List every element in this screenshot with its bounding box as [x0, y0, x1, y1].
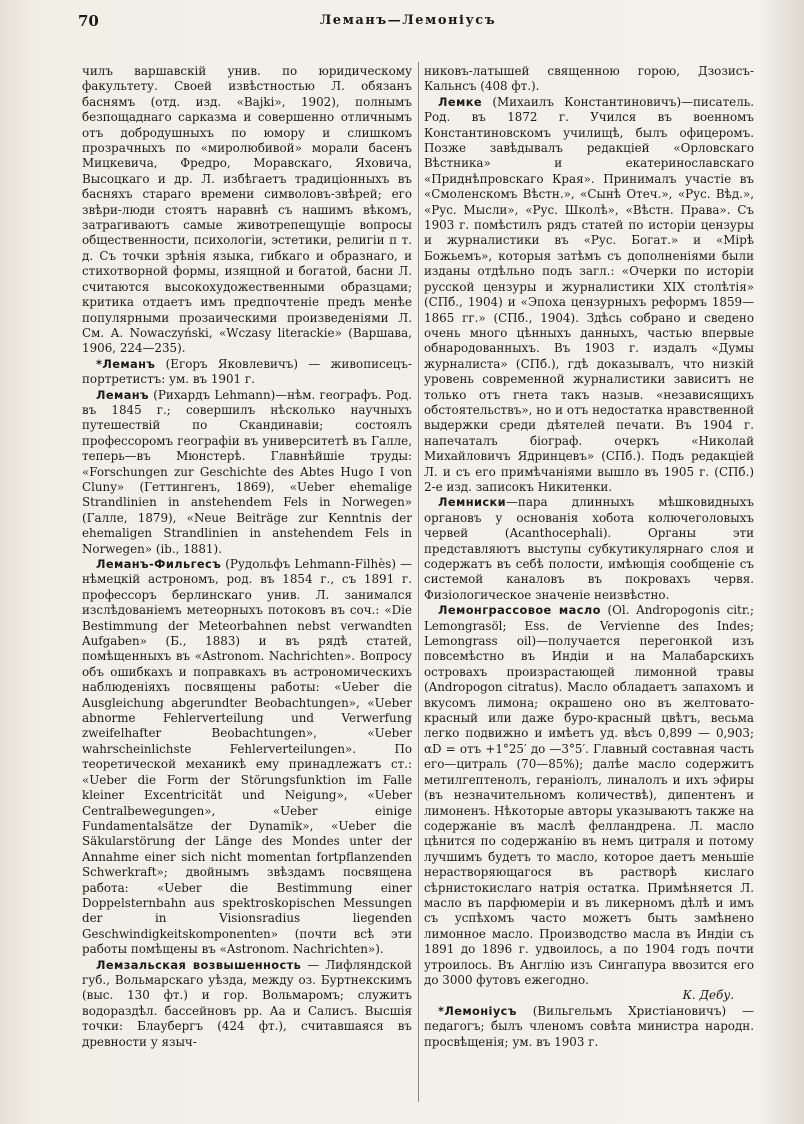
entry-text: — Лифляндской губ., Вольмарскаго уѣзда, между оз. Буртнекскимъ (выс. 130 фт.) и гор. Вольмаромъ; служитъ водораздѣл. бассейновъ рр. Аа и Салисъ. Высшія точки: Блаубергъ (424 фт.), считавшаяся въ древности у языч- [82, 957, 412, 1049]
running-head: Леманъ—Лемоніусъ [319, 13, 497, 28]
continued-paragraph: чилъ варшавскій унив. по юридическому факультету. Своей извѣстностью Л. обязанъ баснямъ (отд. изд. «Bajki», 1902), полнымъ безпощаднаго сарказма и совершенно отличнымъ отъ добродушныхъ по юмору и слишкомъ прозрачныхъ по «миролюбивой» морали басенъ Мицкевича, Фредро, Моравскаго, Яховича, Высоцкаго и др. Л. избѣгаетъ традиціонныхъ въ басняхъ стараго времени символовъ-звѣрей; его звѣри-люди стоятъ наравнѣ съ нашимъ вѣкомъ, затрагиваютъ самые животрепещущіе вопросы общественности, психологіи, эстетики, религіи п т. д. Съ точки зрѣнія языка, гибкаго и образнаго, и стихотворной формы, изящной и богатой, басни Л. считаются высокохудожественными образцами; критика отдаетъ имъ предпочтеніе предъ менѣе популярными прозаическими произведеніями Л. См. А. Nowaczyński, «Wczasy literackie» (Варшава, 1906, 224—235). [82, 64, 412, 356]
page-header [78, 6, 738, 36]
entry-text: (Вильгельмъ Христіановичъ) — педагогъ; былъ членомъ совѣта министра народн. просвѣщенія; ум. въ 1903 г. [424, 1003, 754, 1049]
author-signature: К. Дебу. [682, 988, 734, 1003]
right-column [424, 64, 754, 1104]
entry-lehman-richard [82, 388, 412, 557]
continued-paragraph: никовъ-латышей священною горою, Дзозисъ-Кальнсъ (408 фт.). [424, 64, 754, 94]
entry-headword: Лемниски [438, 495, 507, 510]
entry-text: (Рихардъ Lehmann)—нѣм. географъ. Род. въ 1845 г.; совершилъ нѣсколько научныхъ путешествій по Скандинавіи; состоялъ профессоромъ географіи въ университетѣ въ Галле, теперь—въ Мюнстерѣ. Главнѣйшіе труды: «Forschungen zur Geschichte des Abtes Hugo I von Cluny» (Геттингенъ, 1869), «Ueber ehemalige Strandlinien in anstehendem Fels in Norwegen» (Галле, 1879), «Neue Beiträge zur Kenntnis der ehemaligen Strandlinien in anstehendem Fels in Norwegen» (ib., 1881). [82, 387, 412, 556]
entry-headword: Леманъ-Фильгесъ [96, 557, 222, 571]
entry-lemke [424, 95, 754, 496]
entry-text: (Ol. Andropogonis citr.; Lemongrasöl; Ess. de Vervienne des Indes; Lemongrass oil)—получается перегонкой изъ повсемѣстно въ Индіи и на Малабарскихъ островахъ произрастающей лимонной травы (Andropogon citratus). Масло обладаетъ запахомъ и вкусомъ лимона; окрашено оно въ желтовато-красный или даже буро-красный цвѣтъ, весьма легко подвижно и имѣетъ уд. вѣсъ 0,899 — 0,903; αD = отъ +1°25′ до —3°5′. Главный составная часть его—цитраль (70—85%); далѣе масло содержитъ метилгептенолъ, гераніолъ, линалолъ и ихъ эфиры (въ незначительномъ количествѣ), дипентенъ и лимоненъ. Нѣкоторые авторы указываютъ также на содержаніе въ маслѣ фелландрена. Л. масло цѣнится по содержанію въ немъ цитраля и потому лучшимъ будетъ то масло, которое даетъ меньшіе нерастворяющагося въ растворѣ кислаго сѣрнистокислаго натрія остатка. Примѣняется Л. масло въ парфюмеріи и въ ликерномъ дѣлѣ и имъ съ успѣхомъ часто можетъ быть замѣнено лимонное масло. Производство масла въ Индіи съ 1891 до 1896 г. удвоилось, а по 1904 годъ почти утроилось. Въ Англію изъ Сингапура ввозится его до 3000 футовъ ежегодно. [424, 603, 754, 987]
entry-headword: Лемзальская возвышенность [96, 957, 302, 972]
entry-lehman-filhes [82, 557, 412, 958]
column-divider [418, 62, 419, 1102]
left-column [82, 64, 412, 1104]
entry-lemzal-upland [82, 958, 412, 1050]
entry-headword: *Леманъ [96, 356, 156, 371]
entry-lemnisci [424, 495, 754, 603]
entry-text: (Михаилъ Константиновичъ)—писатель. Род. въ 1872 г. Учился въ военномъ Константиновскомъ училищѣ, былъ офицеромъ. Позже завѣдывалъ редакціей «Орловскаго Вѣстника» и екатеринославскаго «Приднѣпровскаго Края». Принималъ участіе въ «Смоленскомъ Вѣстн.», «Сынѣ Отеч.», «Рус. Вѣд.», «Рус. Мысли», «Рус. Школѣ», «Вѣстн. Права». Съ 1903 г. помѣстилъ рядъ статей по исторіи цензуры и журналистики въ «Рус. Богат.» и «Мірѣ Божьемъ», которыя затѣмъ съ дополненіями были изданы отдѣльно подъ загл.: «Очерки по исторіи русской цензуры и журналистики XIX столѣтія» (СПб., 1904) и «Эпоха цензурныхъ реформъ 1859—1865 гг.» (СПб., 1904). Здѣсь собрано и сведено очень много цѣнныхъ данныхъ, частью впервые обнародованныхъ. Въ 1903 г. издалъ «Думы журналиста» (СПб.), гдѣ доказывалъ, что низкій уровень современной журналистики зависитъ не только отъ гнета такъ назыв. «независящихъ обстоятельствъ», но и отъ недостатка нравственной выдержки среди дѣятелей печати. Въ 1904 г. напечаталъ біограф. очеркъ «Николай Михайловичъ Ядринцевъ» (СПб.). Подъ редакціей Л. и съ его примѣчаніями вышло въ 1905 г. (СПб.) 2-е изд. записокъ Никитенки. [424, 94, 754, 494]
page-number: 70 [78, 12, 99, 30]
entry-headword: *Лемоніусъ [438, 1003, 517, 1018]
entry-lemongrass-oil [424, 603, 754, 1004]
entry-text: (Егоръ Яковлевичъ) — живописецъ-портретистъ: ум. въ 1901 г. [82, 356, 412, 387]
entry-headword: Лемке [438, 94, 482, 109]
entry-headword: Лемонграссовое масло [438, 603, 601, 618]
entry-text: (Рудольфъ Lehmann-Filhès) — нѣмецкій астрономъ, род. въ 1854 г., съ 1891 г. профессоръ берлинскаго унив. Л. занимался изслѣдованіемъ метеорныхъ потоковъ въ соч.: «Die Bestimmung der Meteorbahnen nebst verwandten Aufgaben» (Б., 1883) и въ рядѣ статей, помѣщенныхъ въ «Astronom. Nachrichten». Вопросу объ ошибкахъ и поправкахъ въ астрономическихъ наблюденіяхъ посвящены работы: «Ueber die Ausgleichung abgerundter Beobachtungen», «Ueber abnorme Fehlerverteilung und Verwerfung zweifelhafter Beobachtungen», «Ueber wahrscheinlichste Fehlerverteilungen». По теоретической механикѣ ему принадлежатъ ст.: «Ueber die Form der Störungsfunktion im Falle kleiner Excentricität und Neigung», «Ueber Centralbewegungen», «Ueber einige Fundamentalsätze der Dynamik», «Ueber die Säkularstörung der Länge des Mondes unter der Annahme einer sich nicht momentan fortpflanzenden Schwerkraft»; двойнымъ звѣздамъ посвящена работа: «Ueber die Bestimmung einer Doppelsternbahn aus spektroskopischen Messungen der in Visionsradius liegenden Geschwindigkeitskomponenten» (почти всѣ эти работы помѣщены въ «Astronom. Nachrichten»). [82, 557, 412, 957]
entry-lemonius [424, 1004, 754, 1050]
entry-lehman-egor [82, 357, 412, 388]
entry-headword: Леманъ [96, 387, 150, 402]
entry-text: —пара длинныхъ мѣшковидныхъ органовъ у основанія хобота колючеголовыхъ червей (Acanthocephali). Органы эти представляютъ выступы субкутикулярнаго слоя и содержатъ въ себѣ полости, имѣющія сообщеніе съ системой каналовъ въ покровахъ червя. Физіологическое значеніе неизвѣстно. [424, 495, 754, 602]
